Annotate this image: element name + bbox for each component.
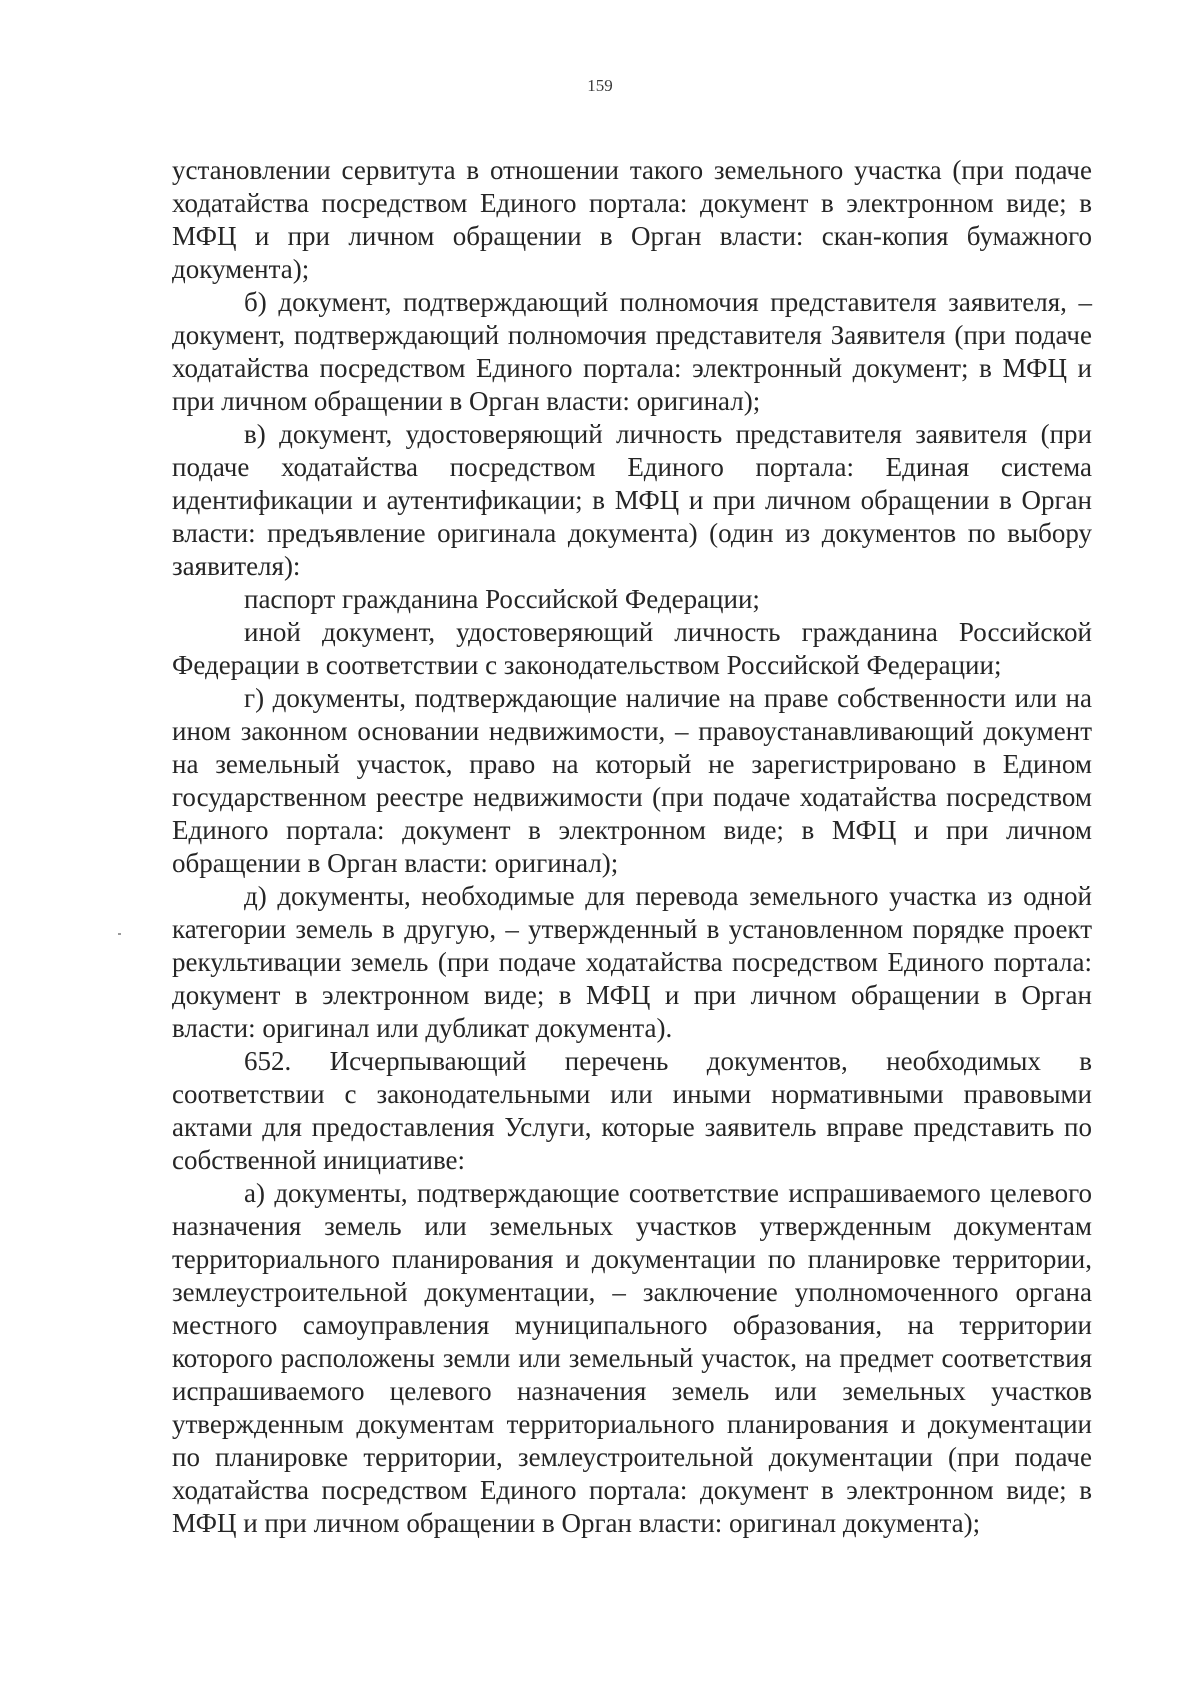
paragraph-item-v: в) документ, удостоверяющий личность представителя заявителя (при подаче ходатайства посредством Единого портала: Единая система идентификации и аутентификации; в МФЦ и при личном обращении в Орган власти: предъявление оригинала документа) (один из документов по выбору заявителя): bbox=[172, 419, 1092, 581]
paragraph-item-b: б) документ, подтверждающий полномочия представителя заявителя, – документ, подтверждающий полномочия представителя Заявителя (при подаче ходатайства посредством Единого портала: электронный документ; в МФЦ и при личном обращении в Орган власти: оригинал); bbox=[172, 287, 1092, 416]
paragraph-other-id: иной документ, удостоверяющий личность гражданина Российской Федерации в соответствии с законодательством Российской Федерации; bbox=[172, 617, 1092, 680]
page-number: 159 bbox=[587, 76, 613, 95]
paragraph-item-a: а) документы, подтверждающие соответствие испрашиваемого целевого назначения земель или земельных участков утвержденным документам территориального планирования и документации по планировке территории, землеустроительной документации, – заключение уполномоченного органа местного самоуправления муниципального образования, на территории которого расположены земли или земельный участок, на предмет соответствия испрашиваемого целевого назначения земель или земельных участков утвержденным документам территориального планирования и документации по планировке территории, землеустроительной документации (при подаче ходатайства посредством Единого портала: документ в электронном виде; в МФЦ и при личном обращении в Орган власти: оригинал документа); bbox=[172, 1178, 1092, 1538]
paragraph-continuation: установлении сервитута в отношении такого земельного участка (при подаче ходатайства посредством Единого портала: документ в электронном виде; в МФЦ и при личном обращении в Орган власти: скан-копия бумажного документа); bbox=[172, 155, 1092, 284]
document-body bbox=[172, 154, 1092, 1540]
paragraph-passport: паспорт гражданина Российской Федерации; bbox=[244, 584, 760, 614]
paragraph-item-d: д) документы, необходимые для перевода земельного участка из одной категории земель в другую, – утвержденный в установленном порядке проект рекультивации земель (при подаче ходатайства посредством Единого портала: документ в электронном виде; в МФЦ и при личном обращении в Орган власти: оригинал или дубликат документа). bbox=[172, 881, 1092, 1043]
paragraph-item-g: г) документы, подтверждающие наличие на праве собственности или на ином законном основании недвижимости, – правоустанавливающий документ на земельный участок, право на который не зарегистрировано в Едином государственном реестре недвижимости (при подаче ходатайства посредством Единого портала: документ в электронном виде; в МФЦ и при личном обращении в Орган власти: оригинал); bbox=[172, 683, 1092, 878]
paragraph-652: 652. Исчерпывающий перечень документов, необходимых в соответствии с законодательными или иными нормативными правовыми актами для предоставления Услуги, которые заявитель вправе представить по собственной инициативе: bbox=[172, 1046, 1092, 1175]
scan-artifact-dot bbox=[118, 933, 121, 935]
